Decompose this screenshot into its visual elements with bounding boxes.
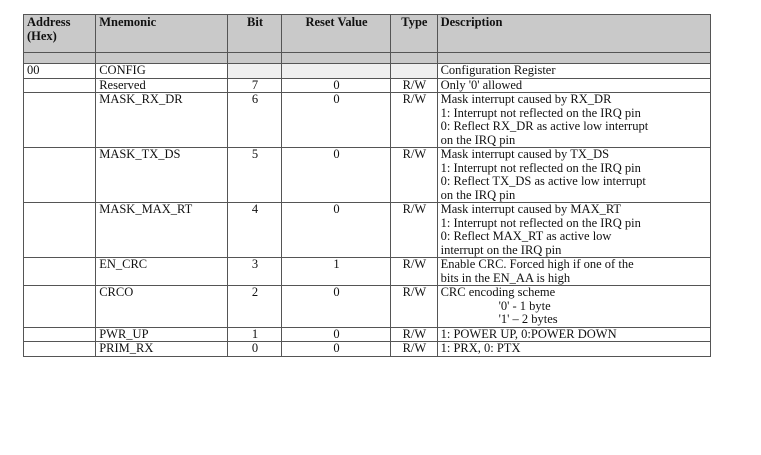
header-type: Type xyxy=(391,15,437,53)
bit-cell: 1 xyxy=(228,327,282,342)
type-cell: R/W xyxy=(391,286,437,328)
address-cell xyxy=(24,342,96,357)
table-row xyxy=(24,203,711,258)
mnemonic-cell: MASK_RX_DR xyxy=(96,93,228,148)
table-row xyxy=(24,286,711,328)
bit-cell: 5 xyxy=(228,148,282,203)
type-cell: R/W xyxy=(391,148,437,203)
reset-value-cell: 1 xyxy=(281,258,390,286)
register-address: 00 xyxy=(24,64,96,79)
mnemonic-cell: PWR_UP xyxy=(96,327,228,342)
description-cell xyxy=(437,286,710,328)
bit-cell: 0 xyxy=(228,342,282,357)
reset-value-cell: 0 xyxy=(281,203,390,258)
mnemonic-cell: EN_CRC xyxy=(96,258,228,286)
description-line: Only '0' allowed xyxy=(440,77,523,92)
register-table xyxy=(23,14,711,357)
spacer-row xyxy=(24,53,711,64)
description-line: 1: PRX, 0: PTX xyxy=(440,341,521,355)
description-cell xyxy=(437,203,710,258)
table-row xyxy=(24,78,711,93)
description-line: 1: Interrupt not reflected on the IRQ pin xyxy=(440,105,641,120)
description-cell xyxy=(437,258,710,286)
description-cell xyxy=(437,93,710,148)
reset-value-cell: 0 xyxy=(281,78,390,93)
register-mnemonic: CONFIG xyxy=(96,64,228,79)
type-cell: R/W xyxy=(391,342,437,357)
header-mnemonic: Mnemonic xyxy=(96,15,228,53)
reset-value-cell: 0 xyxy=(281,342,390,357)
mnemonic-cell: Reserved xyxy=(96,78,228,93)
header-reset-value: Reset Value xyxy=(281,15,390,53)
register-type-cell xyxy=(391,64,437,79)
description-line: CRC encoding scheme xyxy=(440,285,556,299)
mnemonic-cell: MASK_MAX_RT xyxy=(96,203,228,258)
description-line: 0: Reflect RX_DR as active low interrupt xyxy=(440,119,649,133)
table-row xyxy=(24,327,711,342)
header-address: Address (Hex) xyxy=(24,15,96,53)
type-cell: R/W xyxy=(391,327,437,342)
bit-cell: 7 xyxy=(228,78,282,93)
description-line: interrupt on the IRQ pin xyxy=(440,242,562,257)
address-cell xyxy=(24,78,96,93)
table-row xyxy=(24,258,711,286)
table-row xyxy=(24,342,711,357)
description-line: 1: Interrupt not reflected on the IRQ pin xyxy=(440,215,641,230)
bit-cell: 3 xyxy=(228,258,282,286)
address-cell xyxy=(24,327,96,342)
mnemonic-cell: CRCO xyxy=(96,286,228,328)
description-line: 0: Reflect TX_DS as active low interrupt xyxy=(440,174,646,188)
register-reset-cell xyxy=(281,64,390,79)
type-cell: R/W xyxy=(391,203,437,258)
description-line: Mask interrupt caused by TX_DS xyxy=(440,147,610,161)
register-bit-cell xyxy=(228,64,282,79)
table-row xyxy=(24,93,711,148)
bit-cell: 6 xyxy=(228,93,282,148)
description-line: on the IRQ pin xyxy=(440,132,516,147)
bit-cell: 4 xyxy=(228,203,282,258)
description-line: 0: Reflect MAX_RT as active low xyxy=(440,229,612,243)
description-cell xyxy=(437,327,710,342)
mnemonic-cell: PRIM_RX xyxy=(96,342,228,357)
mnemonic-cell: MASK_TX_DS xyxy=(96,148,228,203)
type-cell: R/W xyxy=(391,78,437,93)
table-row xyxy=(24,148,711,203)
description-cell xyxy=(437,342,710,357)
address-cell xyxy=(24,148,96,203)
register-description: Configuration Register xyxy=(437,64,710,79)
reset-value-cell: 0 xyxy=(281,93,390,148)
type-cell: R/W xyxy=(391,93,437,148)
header-bit: Bit xyxy=(228,15,282,53)
reset-value-cell: 0 xyxy=(281,148,390,203)
reset-value-cell: 0 xyxy=(281,327,390,342)
description-line: bits in the EN_AA is high xyxy=(440,270,571,285)
header-description: Description xyxy=(437,15,710,53)
description-line: Mask interrupt caused by RX_DR xyxy=(440,92,612,106)
description-line: Mask interrupt caused by MAX_RT xyxy=(440,202,622,216)
address-cell xyxy=(24,258,96,286)
description-line: 1: POWER UP, 0:POWER DOWN xyxy=(440,326,617,341)
description-line: Enable CRC. Forced high if one of the xyxy=(440,257,634,271)
description-line: '1' – 2 bytes xyxy=(498,312,558,326)
description-cell xyxy=(437,78,710,93)
description-cell xyxy=(437,148,710,203)
address-cell xyxy=(24,203,96,258)
bit-cell: 2 xyxy=(228,286,282,328)
header-row xyxy=(24,15,711,53)
reset-value-cell: 0 xyxy=(281,286,390,328)
address-cell xyxy=(24,93,96,148)
description-line: 1: Interrupt not reflected on the IRQ pin xyxy=(440,160,641,175)
description-line: on the IRQ pin xyxy=(440,187,516,202)
type-cell: R/W xyxy=(391,258,437,286)
address-cell xyxy=(24,286,96,328)
register-row xyxy=(24,64,711,79)
description-line: '0' - 1 byte xyxy=(498,298,551,313)
